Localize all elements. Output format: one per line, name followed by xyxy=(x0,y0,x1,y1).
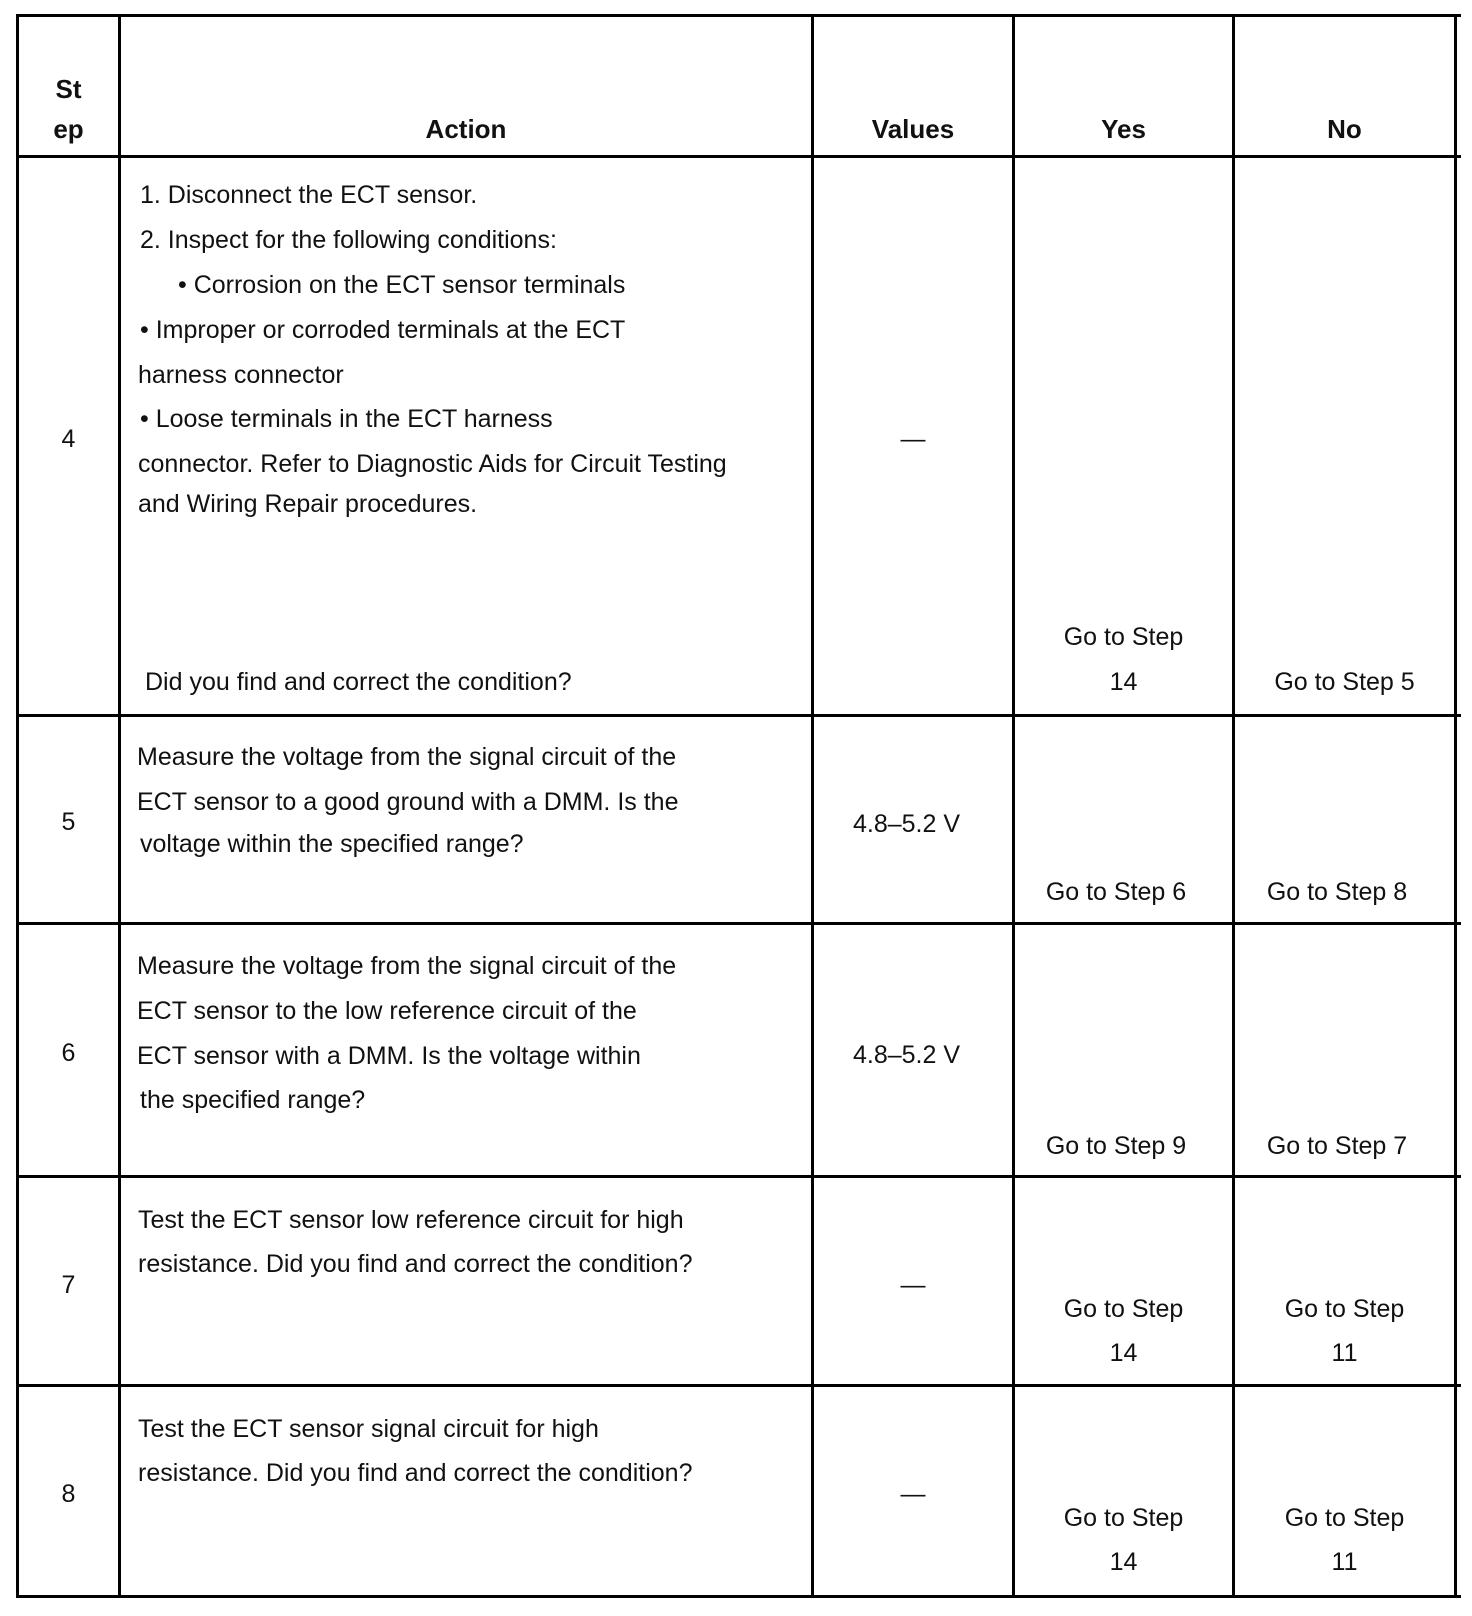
header-step-line1: St xyxy=(55,74,82,104)
yes-cell: Go to Step 9 xyxy=(1045,1132,1187,1160)
yes-cell: Go to Step xyxy=(1063,623,1184,651)
action-line: harness connector xyxy=(138,361,344,389)
action-line: ECT sensor to the low reference circuit of the xyxy=(137,997,637,1025)
yes-cell: Go to Step xyxy=(1063,1504,1184,1532)
step-number: 4 xyxy=(61,425,76,453)
action-line: • Corrosion on the ECT sensor terminals xyxy=(178,271,626,299)
step-number: 6 xyxy=(61,1039,76,1067)
table-border-bottom xyxy=(16,1595,1461,1598)
yes-cell: 14 xyxy=(1109,668,1138,696)
table-border-left xyxy=(16,14,19,1598)
action-line: 1. Disconnect the ECT sensor. xyxy=(140,181,478,209)
no-cell: Go to Step 5 xyxy=(1274,668,1415,696)
table-border-right xyxy=(1454,14,1457,1598)
header-step-line2: ep xyxy=(53,114,84,144)
action-line: connector. Refer to Diagnostic Aids for Circuit Testing xyxy=(138,450,727,478)
row-divider xyxy=(16,714,1461,717)
header-values: Values xyxy=(871,114,955,144)
action-line: • Improper or corroded terminals at the ECT xyxy=(140,316,626,344)
no-cell: 11 xyxy=(1331,1339,1358,1367)
column-divider xyxy=(118,14,121,1598)
table-border-top xyxy=(16,14,1461,17)
action-line: the specified range? xyxy=(140,1086,366,1114)
action-line: 2. Inspect for the following conditions: xyxy=(140,226,557,254)
no-cell: Go to Step 7 xyxy=(1266,1132,1408,1160)
row-divider xyxy=(16,922,1461,925)
action-line: resistance. Did you find and correct the condition? xyxy=(138,1459,693,1487)
no-cell: Go to Step xyxy=(1284,1504,1405,1532)
values-cell: — xyxy=(900,425,926,453)
values-cell: — xyxy=(900,1271,926,1299)
yes-cell: Go to Step xyxy=(1063,1295,1184,1323)
values-cell: — xyxy=(900,1480,926,1508)
no-cell: 11 xyxy=(1331,1548,1358,1576)
step-number: 8 xyxy=(61,1480,76,1508)
row-divider xyxy=(16,1175,1461,1178)
no-cell: Go to Step xyxy=(1284,1295,1405,1323)
yes-cell: Go to Step 6 xyxy=(1045,878,1187,906)
action-question: Did you find and correct the condition? xyxy=(145,668,572,696)
action-line: Test the ECT sensor low reference circuit for high xyxy=(138,1206,684,1234)
yes-cell: 14 xyxy=(1109,1548,1138,1576)
column-divider xyxy=(811,14,814,1598)
action-line: • Loose terminals in the ECT harness xyxy=(140,405,553,433)
action-line: ECT sensor with a DMM. Is the voltage within xyxy=(137,1042,641,1070)
action-line: Test the ECT sensor signal circuit for high xyxy=(138,1415,599,1443)
no-cell: Go to Step 8 xyxy=(1266,878,1408,906)
action-line: Measure the voltage from the signal circuit of the xyxy=(137,743,677,771)
action-line: and Wiring Repair procedures. xyxy=(138,490,478,518)
header-divider xyxy=(16,155,1461,158)
header-yes: Yes xyxy=(1101,114,1146,144)
header-action: Action xyxy=(425,114,507,144)
action-line: resistance. Did you find and correct the condition? xyxy=(138,1250,693,1278)
step-number: 5 xyxy=(61,808,76,836)
action-line: ECT sensor to a good ground with a DMM. Is the xyxy=(137,788,679,816)
yes-cell: 14 xyxy=(1109,1339,1138,1367)
values-cell: 4.8–5.2 V xyxy=(852,1041,961,1069)
row-divider xyxy=(16,1384,1461,1387)
header-no: No xyxy=(1327,114,1362,144)
values-cell: 4.8–5.2 V xyxy=(852,810,961,838)
action-line: voltage within the specified range? xyxy=(140,830,524,858)
action-line: Measure the voltage from the signal circuit of the xyxy=(137,952,677,980)
step-number: 7 xyxy=(61,1271,76,1299)
